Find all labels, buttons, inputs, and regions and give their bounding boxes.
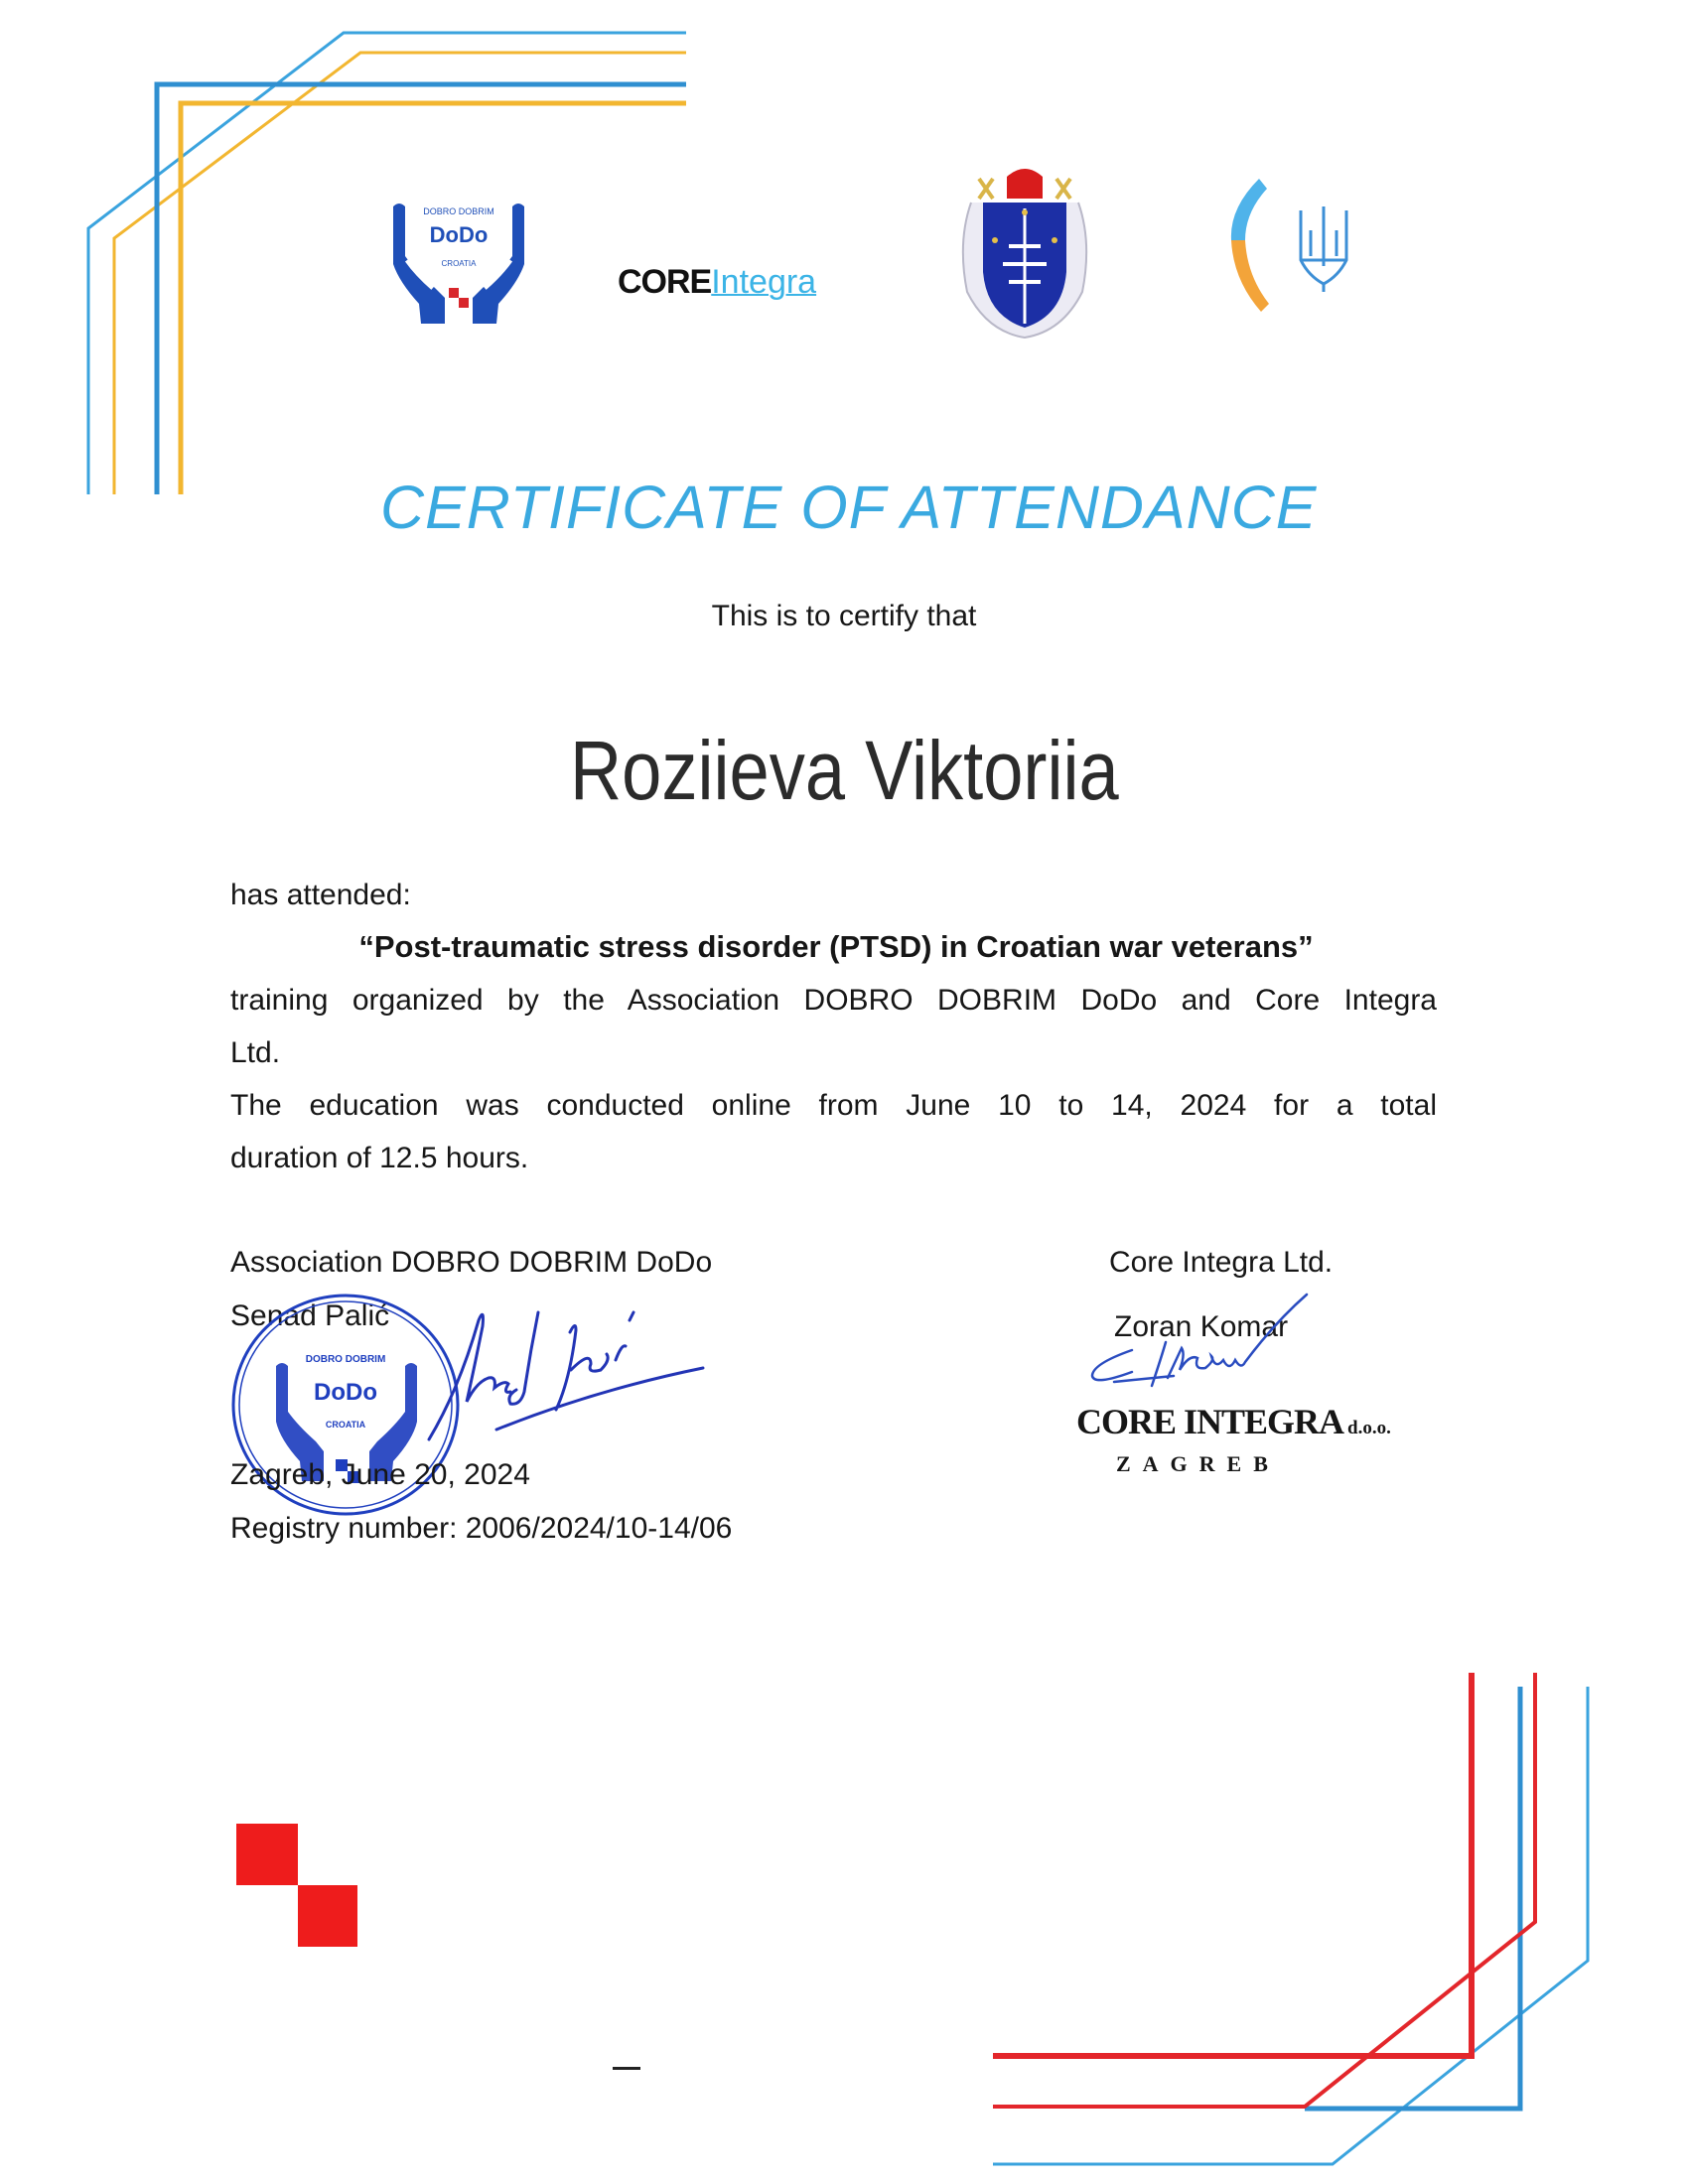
right-signatory-name: Zoran Komar (1114, 1310, 1289, 1343)
organized-line-end: Ltd. (230, 1036, 281, 1069)
dodo-logo-text: DoDo (429, 222, 489, 247)
course-title: “Post-traumatic stress disorder (PTSD) in Croatian war veterans” (358, 929, 1314, 964)
dodo-logo-bottom-text: CROATIA (441, 259, 477, 268)
certificate-title: CERTIFICATE OF ATTENDANCE (380, 474, 1318, 541)
frame-line-blue-thin-bottom (993, 1687, 1588, 2164)
duration-line: duration of 12.5 hours. (230, 1142, 529, 1174)
place-date: Zagreb, June 20, 2024 (230, 1458, 530, 1491)
core-logo-part2: Integra (711, 263, 817, 301)
scan-dash (613, 2067, 640, 2070)
red-square-1 (236, 1824, 298, 1885)
frame-line-red-thick-bottom (993, 1673, 1472, 2056)
coat-of-arms-logo (951, 163, 1098, 341)
ukraine-emblem-logo (1221, 171, 1355, 320)
core-integra-logo (618, 260, 816, 304)
stamp-company-name: CORE INTEGRA (1076, 1402, 1344, 1441)
organized-line: training organized by the Association DOBRO DOBRIM DoDo and Core Integra (230, 984, 1437, 1017)
stamp-bottom-text: CROATIA (325, 1420, 366, 1430)
frame-line-blue-thick-bottom (1305, 1687, 1520, 2109)
dodo-logo-ring-text: DOBRO DOBRIM (423, 206, 494, 216)
core-logo-part1: CORE (618, 263, 712, 301)
stamp-city: ZAGREB (1116, 1451, 1280, 1476)
core-integra-stamp (1076, 1402, 1391, 1448)
stamp-text: DoDo (314, 1379, 377, 1406)
left-signatory-organization: Association DOBRO DOBRIM DoDo (230, 1246, 713, 1279)
registry-number: Registry number: 2006/2024/10-14/06 (230, 1512, 733, 1545)
left-signatory-name: Senad Palić (230, 1299, 390, 1332)
recipient-name (447, 723, 1241, 818)
dodo-logo (379, 195, 538, 324)
trident-icon (1221, 171, 1355, 320)
education-line: The education was conducted online from June 10 to 14, 2024 for a total (230, 1089, 1437, 1122)
attended-label: has attended: (230, 879, 411, 911)
hands-icon (379, 195, 538, 324)
red-square-2 (298, 1885, 357, 1947)
right-signatory-organization: Core Integra Ltd. (1109, 1246, 1334, 1279)
recipient-name-text: Roziieva Viktoriia (569, 724, 1119, 817)
frame-line-red-thin-bottom (993, 1673, 1535, 2107)
stamp-ring-text: DOBRO DOBRIM (305, 1354, 386, 1365)
certify-intro: This is to certify that (711, 600, 977, 632)
coat-of-arms-icon (951, 163, 1098, 341)
stamp-company-suffix: d.o.o. (1347, 1418, 1391, 1438)
